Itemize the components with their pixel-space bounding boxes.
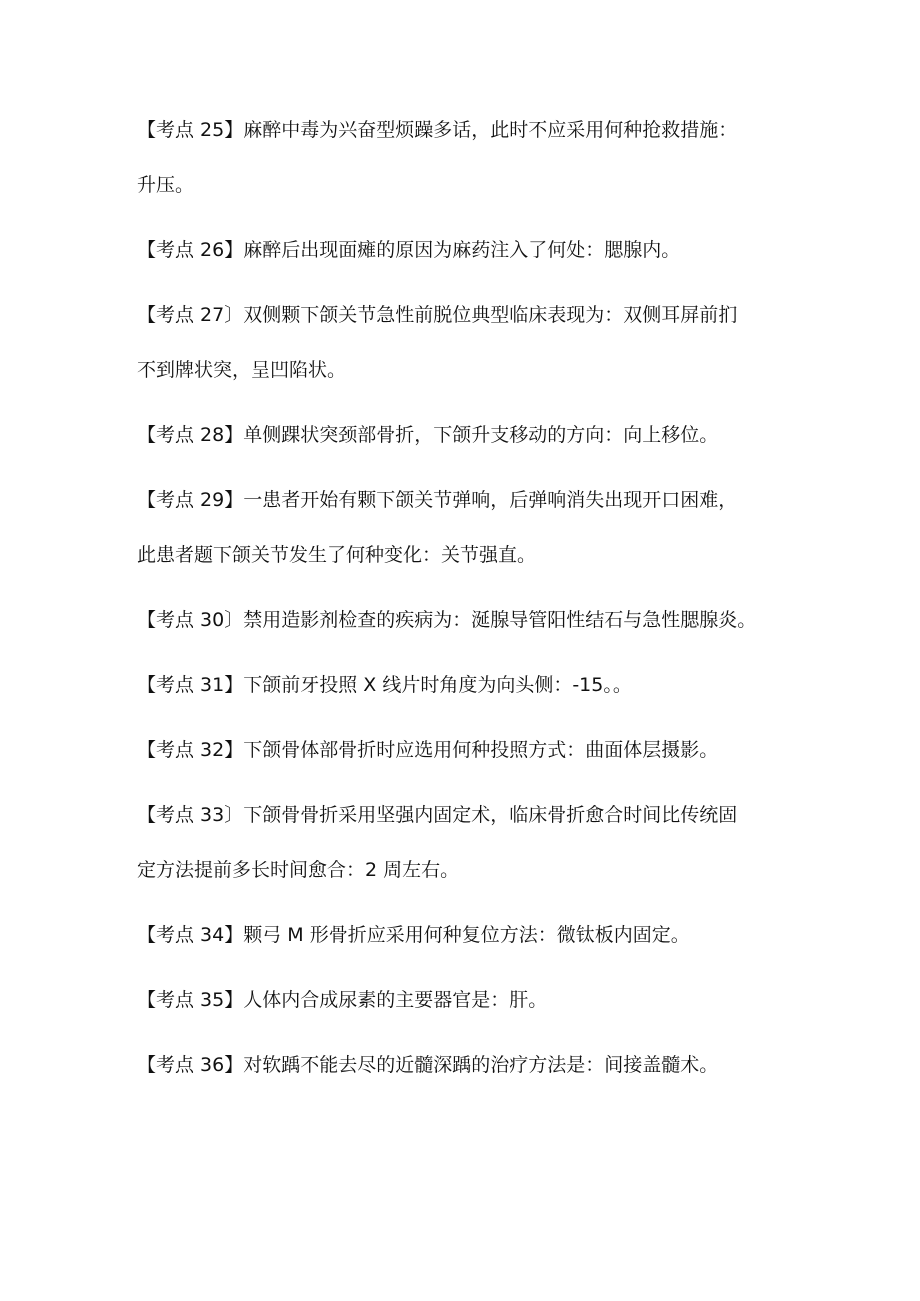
point-text-continued: 此患者题下颌关节发生了何种变化：关节强直。 bbox=[137, 544, 537, 566]
point-label: 【考点 27〕 bbox=[137, 304, 244, 326]
point-text: 麻醉中毒为兴奋型烦躁多话，此时不应采用何种抢救措施： bbox=[243, 119, 738, 141]
exam-points-list bbox=[137, 116, 797, 1116]
point-label: 【考点 34】 bbox=[137, 924, 244, 946]
point-text: 下颌骨体部骨折时应选用何种投照方式：曲面体层摄影。 bbox=[243, 739, 719, 761]
exam-point-27 bbox=[137, 301, 797, 384]
point-label: 【考点 28】 bbox=[137, 424, 244, 446]
exam-point-35 bbox=[137, 986, 797, 1014]
exam-point-31 bbox=[137, 671, 797, 699]
point-text-continued: 不到牌状突，呈凹陷状。 bbox=[137, 359, 347, 381]
exam-point-34 bbox=[137, 921, 797, 949]
point-text-continued: 定方法提前多长时间愈合：2 周左右。 bbox=[137, 859, 460, 881]
point-text-continued: 升压。 bbox=[137, 174, 195, 196]
point-label: 【考点 26】 bbox=[137, 239, 244, 261]
point-label: 【考点 32】 bbox=[137, 739, 244, 761]
point-label: 【考点 33〕 bbox=[137, 804, 244, 826]
exam-point-30 bbox=[137, 606, 797, 634]
point-text: 对软踽不能去尽的近髓深踽的治疗方法是：间接盖髓术。 bbox=[243, 1054, 719, 1076]
exam-point-26 bbox=[137, 236, 797, 264]
point-text: 一患者开始有颗下颌关节弹响，后弹响消失出现开口困难， bbox=[243, 489, 738, 511]
exam-point-33 bbox=[137, 801, 797, 884]
point-label: 【考点 35】 bbox=[137, 989, 244, 1011]
point-text: 麻醉后出现面瘫的原因为麻药注入了何处：腮腺内。 bbox=[243, 239, 681, 261]
point-label: 【考点 31】 bbox=[137, 674, 244, 696]
exam-point-32 bbox=[137, 736, 797, 764]
point-label: 【考点 30〕 bbox=[137, 609, 244, 631]
exam-point-36 bbox=[137, 1051, 797, 1079]
point-text: 下颌前牙投照 X 线片时角度为向头侧：-15。。 bbox=[243, 674, 632, 696]
point-label: 【考点 25】 bbox=[137, 119, 244, 141]
point-text: 下颌骨骨折采用坚强内固定术，临床骨折愈合时间比传统固 bbox=[243, 804, 738, 826]
point-text: 人体内合成尿素的主要器官是：肝。 bbox=[243, 989, 548, 1011]
point-label: 【考点 36】 bbox=[137, 1054, 244, 1076]
exam-point-29 bbox=[137, 486, 797, 569]
point-text: 颗弓 M 形骨折应采用何种复位方法：微钛板内固定。 bbox=[243, 924, 690, 946]
point-text: 双侧颗下颌关节急性前脱位典型临床表现为：双侧耳屏前扪 bbox=[243, 304, 738, 326]
point-label: 【考点 29】 bbox=[137, 489, 244, 511]
point-text: 单侧踝状突颈部骨折，下颌升支移动的方向：向上移位。 bbox=[243, 424, 719, 446]
exam-point-28 bbox=[137, 421, 797, 449]
exam-point-25 bbox=[137, 116, 797, 199]
point-text: 禁用造影剂检查的疾病为：涎腺导管阳性结石与急性腮腺炎。 bbox=[243, 609, 757, 631]
